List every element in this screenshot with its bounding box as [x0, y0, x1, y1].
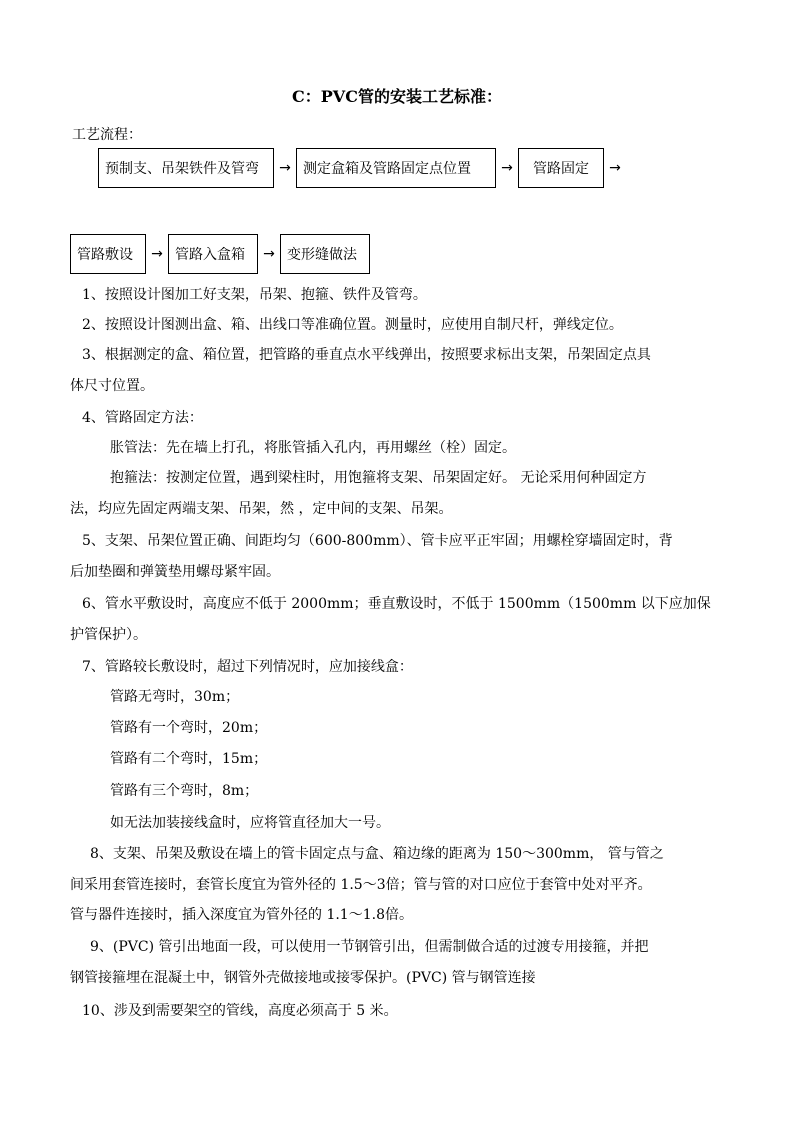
text-line: 法，均应先固定两端支架、吊架，然 ，定中间的支架、吊架。 — [70, 501, 453, 517]
text-line: 5、支架、吊架位置正确、间距均匀（600-800mm）、管卡应平正牢固；用螺栓穿墙固定时，背 — [82, 533, 673, 549]
text-line: 管路有二个弯时，15m； — [110, 751, 268, 767]
process-label: 工艺流程： — [72, 127, 142, 143]
text-line: 护管保护）。 — [70, 627, 147, 643]
text-line: 3、根据测定的盒、箱位置，把管路的垂直点水平线弹出，按照要求标出支架，吊架固定点具 — [82, 347, 651, 363]
text-line: 1、按照设计图加工好支架，吊架、抱箍、铁件及管弯。 — [82, 287, 427, 303]
flow-arrow: → — [263, 246, 275, 262]
text-line: 10、涉及到需要架空的管线，高度必须高于 5 米。 — [82, 1003, 398, 1019]
text-line: 后加垫圈和弹簧垫用螺母紧牢固。 — [70, 564, 280, 580]
flow-arrow: → — [279, 160, 291, 176]
flow-step: 测定盒箱及管路固定点位置 — [296, 148, 496, 188]
text-line: 8、支架、吊架及敷设在墙上的管卡固定点与盒、箱边缘的距离为 150～300mm， 管与管之 — [90, 846, 664, 862]
text-line: 管路有一个弯时，20m； — [110, 720, 268, 736]
page-title: C：PVC管的安装工艺标准： — [292, 87, 502, 106]
text-line: 7、管路较长敷设时，超过下列情况时，应加接线盒： — [82, 659, 413, 675]
flow-arrow: → — [609, 160, 621, 176]
flow-arrow: → — [501, 160, 513, 176]
text-line: 体尺寸位置。 — [70, 378, 154, 394]
text-line: 6、管水平敷设时，高度应不低于 2000mm；垂直敷设时，不低于 1500mm（1500mm 以下应加保 — [82, 596, 711, 612]
text-line: 2、按照设计图测出盒、箱、出线口等准确位置。测量时，应使用自制尺杆，弹线定位。 — [82, 317, 623, 333]
flow-step: 变形缝做法 — [280, 234, 370, 274]
flow-arrow: → — [151, 246, 163, 262]
flow-step: 管路敷设 — [70, 234, 146, 274]
text-line: 如无法加装接线盒时，应将管直径加大一号。 — [110, 815, 390, 831]
flow-step: 预制支、吊架铁件及管弯 — [98, 148, 274, 188]
text-line: 4、管路固定方法： — [82, 410, 203, 426]
flow-row-2 — [70, 234, 370, 274]
text-line: 管路无弯时，30m； — [110, 689, 240, 705]
text-line: 管与器件连接时，插入深度宜为管外径的 1.1～1.8倍。 — [70, 907, 413, 923]
flow-step: 管路入盒箱 — [168, 234, 258, 274]
flow-step: 管路固定 — [518, 148, 604, 188]
text-line: 胀管法：先在墙上打孔，将胀管插入孔内，再用螺丝（栓）固定。 — [110, 440, 516, 456]
flow-row-1 — [98, 148, 626, 188]
text-line: 钢管接箍埋在混凝土中，钢管外壳做接地或接零保护。(PVC) 管与钢管连接 — [70, 970, 536, 986]
text-line: 管路有三个弯时，8m； — [110, 783, 259, 799]
text-line: 9、(PVC) 管引出地面一段，可以使用一节钢管引出，但需制做合适的过渡专用接箍，并把 — [90, 939, 649, 955]
text-line: 间采用套管连接时，套管长度宜为管外径的 1.5～3倍；管与管的对口应位于套管中处对平齐。 — [70, 877, 652, 893]
text-line: 抱箍法：按测定位置，遇到梁柱时，用饱箍将支架、吊架固定好。 无论采用何种固定方 — [110, 470, 647, 486]
